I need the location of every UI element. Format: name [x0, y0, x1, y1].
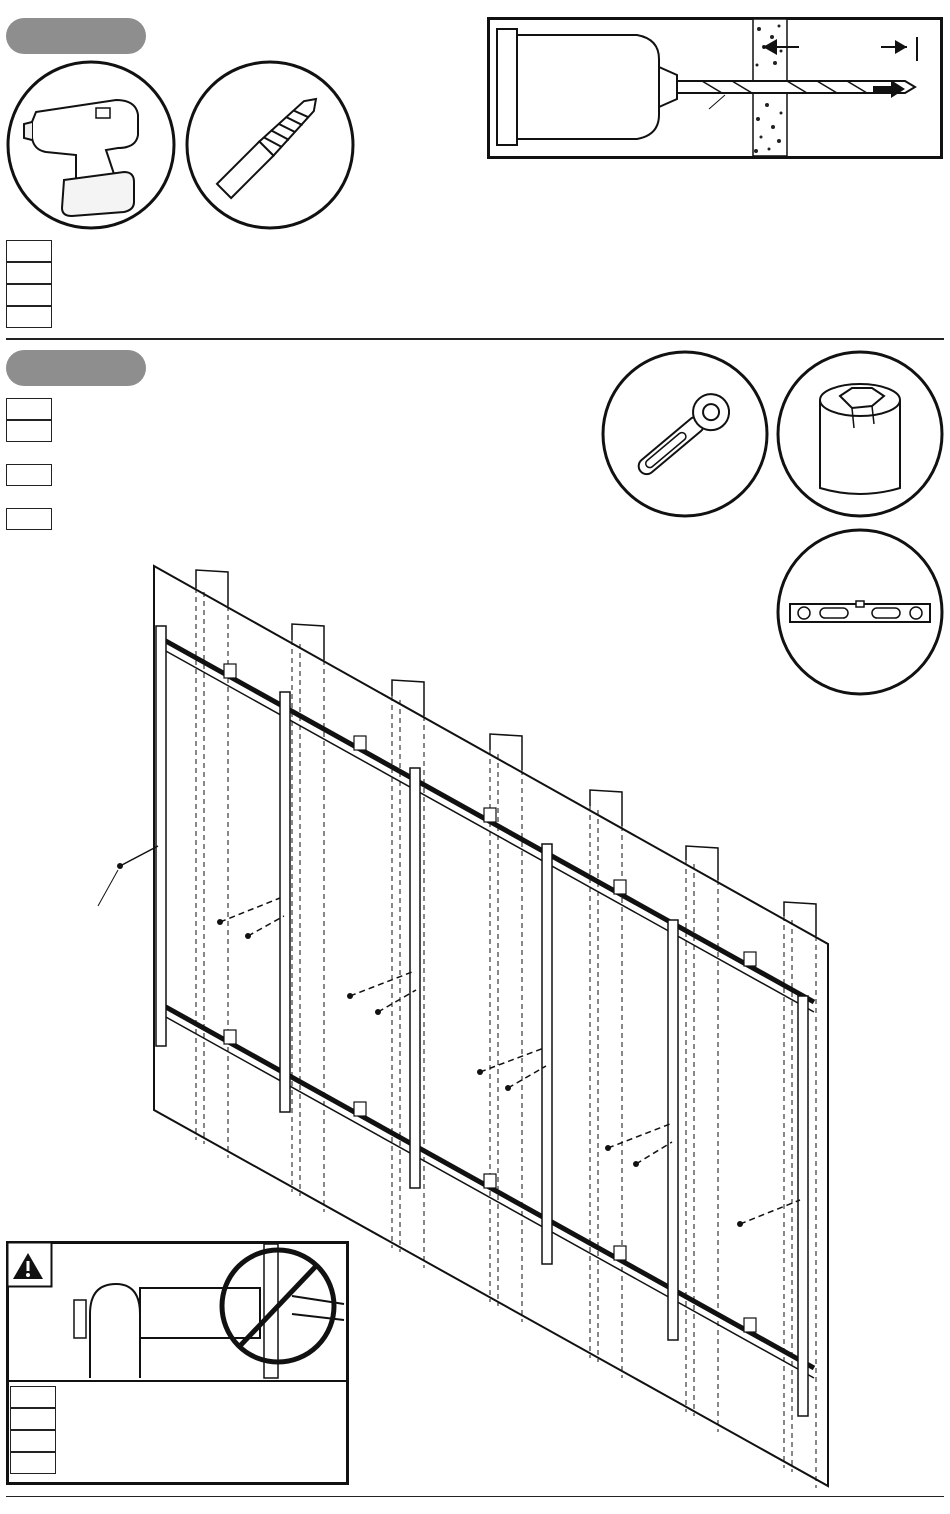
lang-code-box	[6, 398, 52, 420]
lang-code-box	[10, 1430, 56, 1452]
lang-code-box	[10, 1386, 56, 1408]
lang-code-box	[6, 420, 52, 442]
lang-code-box	[6, 508, 52, 530]
do-not-drill-pipe-icon	[54, 1244, 344, 1378]
lang-code-box	[6, 306, 52, 328]
lang-code-box	[10, 1408, 56, 1430]
footer-divider	[6, 1496, 944, 1497]
drill-icon	[6, 60, 176, 230]
lang-code-box	[10, 1452, 56, 1474]
step2-label	[6, 350, 146, 386]
hex-socket-icon	[776, 350, 944, 518]
drill-depth-diagram	[487, 17, 943, 159]
lang-code-box	[6, 262, 52, 284]
socket-wrench-icon	[601, 350, 769, 518]
warning-triangle-icon	[11, 1251, 45, 1281]
lang-code-box	[6, 284, 52, 306]
step1-label	[6, 18, 146, 54]
lang-code-box	[6, 464, 52, 486]
lang-code-box	[6, 240, 52, 262]
drill-bit-icon	[185, 60, 355, 230]
section-divider	[6, 338, 944, 340]
